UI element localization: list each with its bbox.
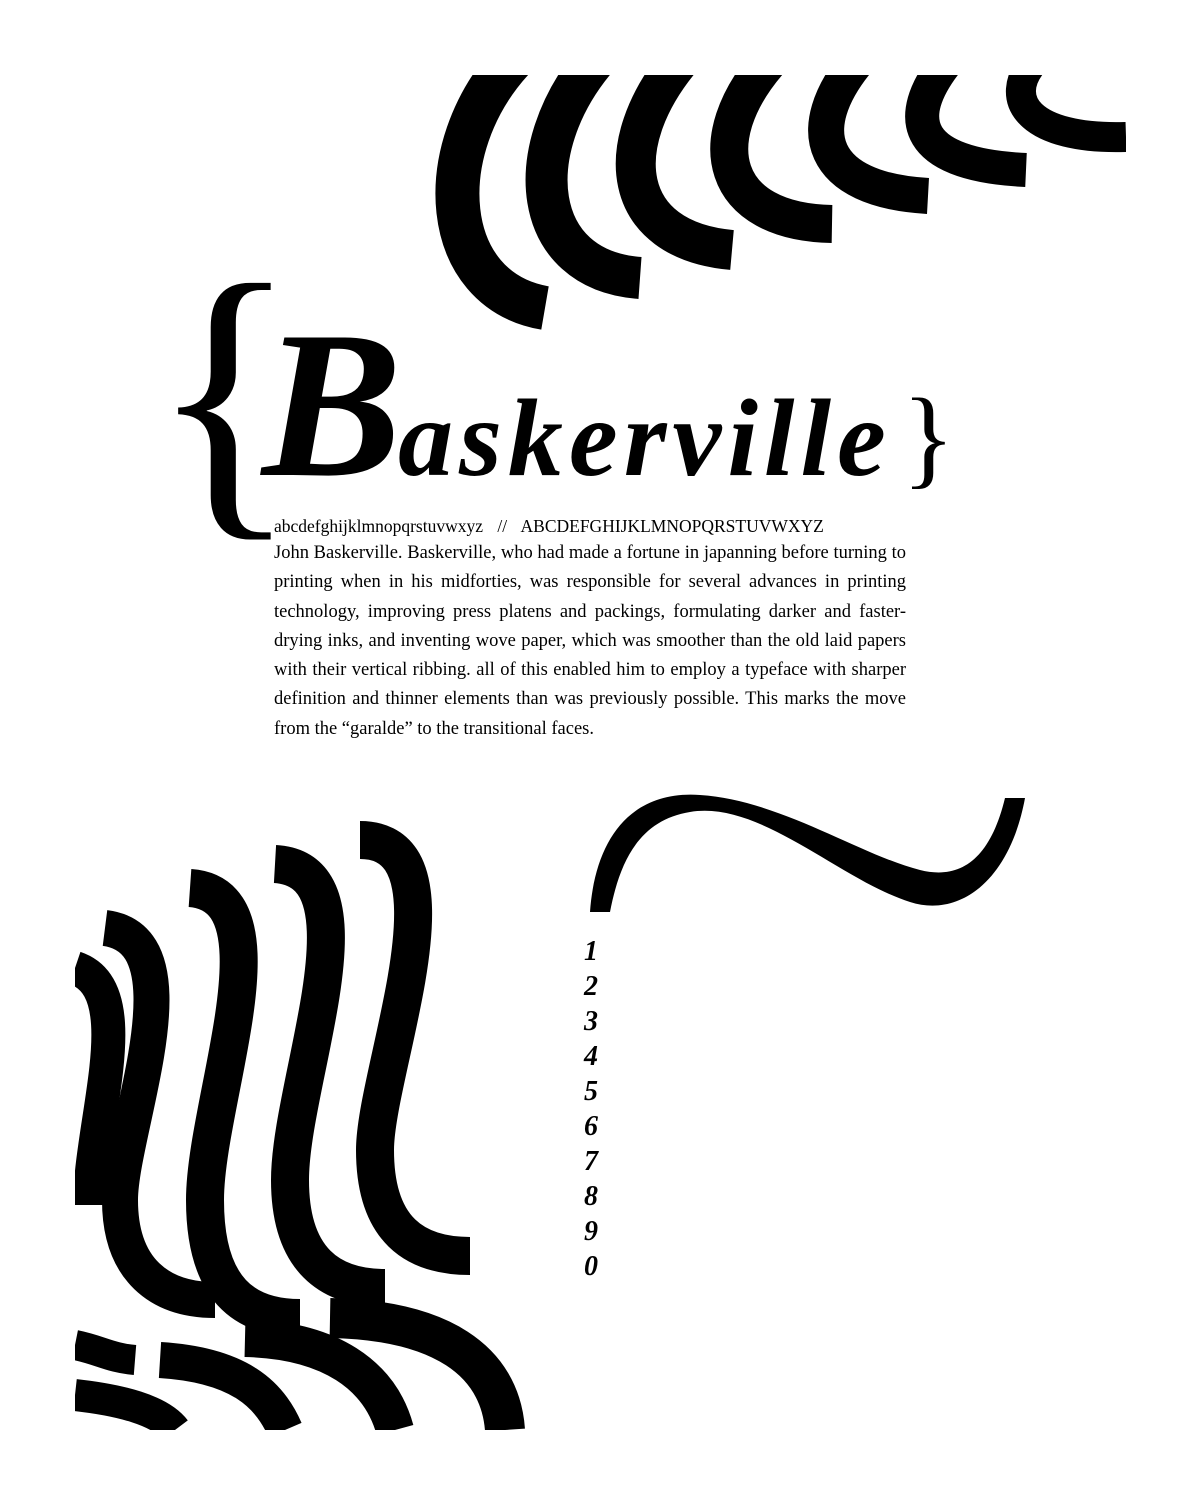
- title-initial: B: [262, 289, 399, 521]
- numeral: 2: [584, 971, 598, 1002]
- numeral: 6: [584, 1111, 598, 1142]
- title-rest: askerville: [398, 377, 892, 499]
- numeral: 3: [584, 1006, 598, 1037]
- left-brace: {: [150, 223, 299, 566]
- numeral-column: [584, 934, 598, 1284]
- alphabet-specimen: [274, 516, 906, 536]
- alphabet-separator: //: [497, 516, 508, 536]
- numeral: 5: [584, 1076, 598, 1107]
- numeral: 4: [584, 1041, 598, 1072]
- wave-stroke: [75, 1395, 175, 1430]
- wave-stroke: [75, 968, 108, 1205]
- numeral: 7: [584, 1146, 598, 1177]
- numeral: 9: [584, 1216, 598, 1247]
- uppercase-alphabet: ABCDEFGHIJKLMNOPQRSTUVWXYZ: [520, 516, 824, 536]
- right-brace: }: [902, 376, 955, 498]
- body-paragraph: John Baskerville. Baskerville, who had made a fortune in japanning before turning to printing when in his midforties, was responsible for several advances in printing technology, improving press platens and packings, formulating darker and faster-drying inks, and inventing wove paper, which was smoother than the old laid papers with their vertical ribbing. all of this enabled him to employ a typeface with sharper definition and thinner elements than was previously possible. This marks the move from the “garalde” to the transitional faces.: [274, 543, 906, 739]
- wave-stroke: [1021, 60, 1126, 137]
- page-title: [262, 289, 892, 521]
- bottom-wave-strokes: [75, 840, 505, 1430]
- wave-stroke: [360, 840, 470, 1256]
- lowercase-alphabet: abcdefghijklmnopqrstuvwxyz: [274, 516, 483, 536]
- tilde-swash: [590, 795, 1025, 912]
- wave-stroke: [75, 1345, 135, 1360]
- numeral: 8: [584, 1181, 598, 1212]
- numeral: 0: [584, 1251, 598, 1282]
- numeral: 1: [584, 936, 598, 967]
- top-wave-strokes: [457, 60, 1126, 308]
